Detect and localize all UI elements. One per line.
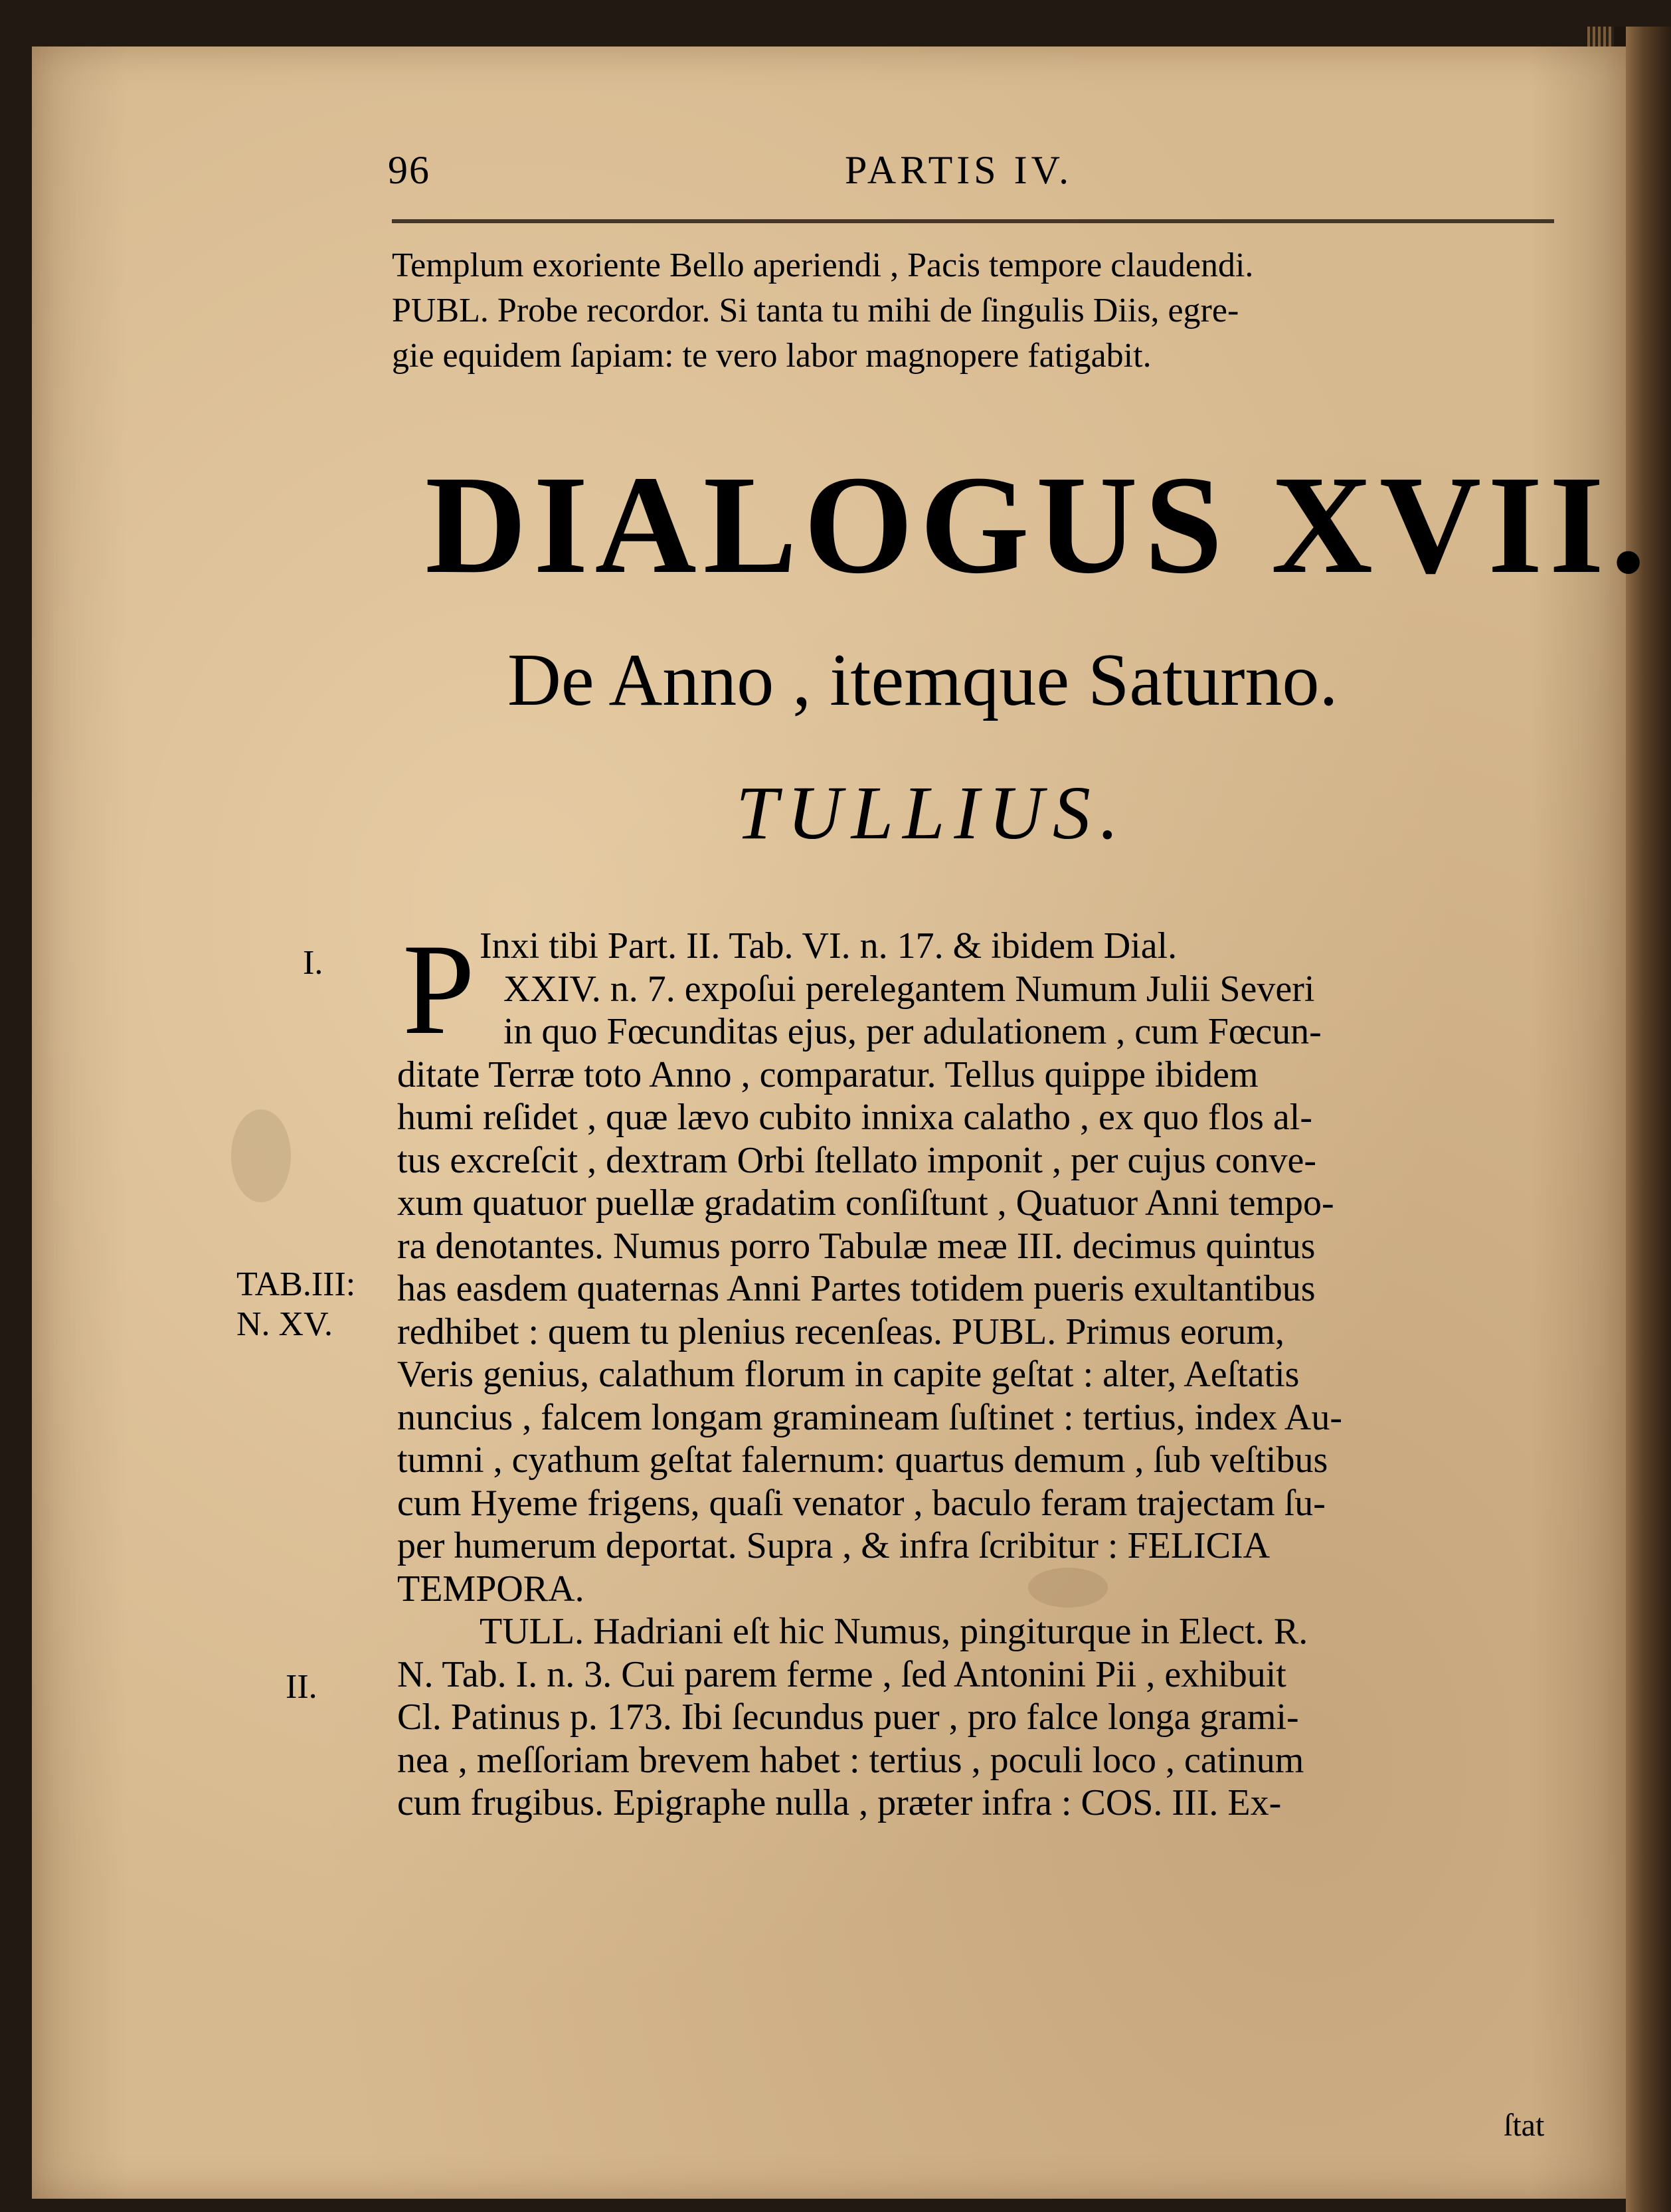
running-title: PARTIS IV. — [845, 148, 1073, 192]
text-line: ra denotantes. Numus porro Tabulæ meæ III. decimus quintus — [397, 1225, 1316, 1267]
text-line: TEMPORA. — [397, 1568, 584, 1610]
text-line: tumni , cyathum geſtat falernum: quartus demum , ſub veſtibus — [397, 1439, 1328, 1481]
text-line: cum frugibus. Epigraphe nulla , præter infra : COS. III. Ex- — [397, 1782, 1282, 1823]
margin-table-ref: TAB.III: — [236, 1265, 356, 1303]
text-line: PUBL. Probe recordor. Si tanta tu mihi de ſingulis Diis, egre- — [392, 292, 1239, 329]
text-line: Inxi tibi Part. II. Tab. VI. n. 17. & ibidem Dial. — [480, 925, 1178, 967]
text-line: tus excreſcit , dextram Orbi ſtellato imponit , per cujus conve- — [397, 1139, 1317, 1181]
text-line: ditate Terræ toto Anno , comparatur. Tellus quippe ibidem — [397, 1054, 1259, 1095]
dialogue-title: DIALOGUS XVII. — [425, 446, 1653, 602]
text-line: Veris genius, calathum florum in capite geſtat : alter, Aeſtatis — [397, 1354, 1300, 1395]
text-line: XXIV. n. 7. expoſui perelegantem Numum Julii Severi — [503, 968, 1315, 1010]
page-header — [364, 147, 1559, 194]
speaker-heading: TULLIUS. — [736, 771, 1128, 855]
stain — [231, 1109, 291, 1202]
text-line: nuncius , falcem longam gramineam ſuſtinet : tertius, index Au- — [397, 1396, 1342, 1438]
margin-number-1: I. — [303, 944, 323, 982]
drop-capital: P — [402, 917, 476, 1061]
catchword: ſtat — [1504, 2108, 1545, 2143]
text-line: cum Hyeme frigens, quaſi venator , baculo feram trajectam ſu- — [397, 1482, 1326, 1524]
page-stack-edge — [1587, 27, 1614, 46]
text-line: in quo Fœcunditas ejus, per adulationem , cum Fœcun- — [503, 1011, 1322, 1052]
text-line: gie equidem ſapiam: te vero labor magnopere fatigabit. — [392, 337, 1152, 375]
text-line: Templum exoriente Bello aperiendi , Pacis tempore claudendi. — [392, 246, 1254, 284]
dialogue-subtitle: De Anno , itemque Saturno. — [507, 639, 1338, 721]
margin-table-number: N. XV. — [236, 1305, 333, 1343]
page-number: 96 — [388, 148, 430, 192]
text-line: TULL. Hadriani eſt hic Numus, pingiturque in Elect. R. — [480, 1611, 1308, 1652]
next-page-edge — [1626, 27, 1671, 2212]
text-line: nea , meſſoriam brevem habet : tertius , poculi loco , catinum — [397, 1739, 1304, 1781]
text-line: humi reſidet , quæ lævo cubito innixa calatho , ex quo flos al- — [397, 1097, 1312, 1138]
body-text — [397, 917, 1553, 1825]
text-line: has easdem quaternas Anni Partes totidem pueris exultantibus — [397, 1268, 1316, 1309]
text-line: redhibet : quem tu plenius recenſeas. PUBL. Primus eorum, — [397, 1311, 1284, 1352]
text-line: N. Tab. I. n. 3. Cui parem ferme , ſed Antonini Pii , exhibuit — [397, 1653, 1286, 1695]
text-line: Cl. Patinus p. 173. Ibi ſecundus puer , pro falce longa grami- — [397, 1697, 1299, 1738]
continued-text — [392, 243, 1561, 379]
text-line: per humerum deportat. Supra , & infra ſcribitur : FELICIA — [397, 1525, 1271, 1566]
margin-number-2: II. — [286, 1668, 317, 1706]
text-line: xum quatuor puellæ gradatim conſiſtunt , Quatuor Anni tempo- — [397, 1182, 1334, 1224]
header-rule — [392, 219, 1554, 223]
